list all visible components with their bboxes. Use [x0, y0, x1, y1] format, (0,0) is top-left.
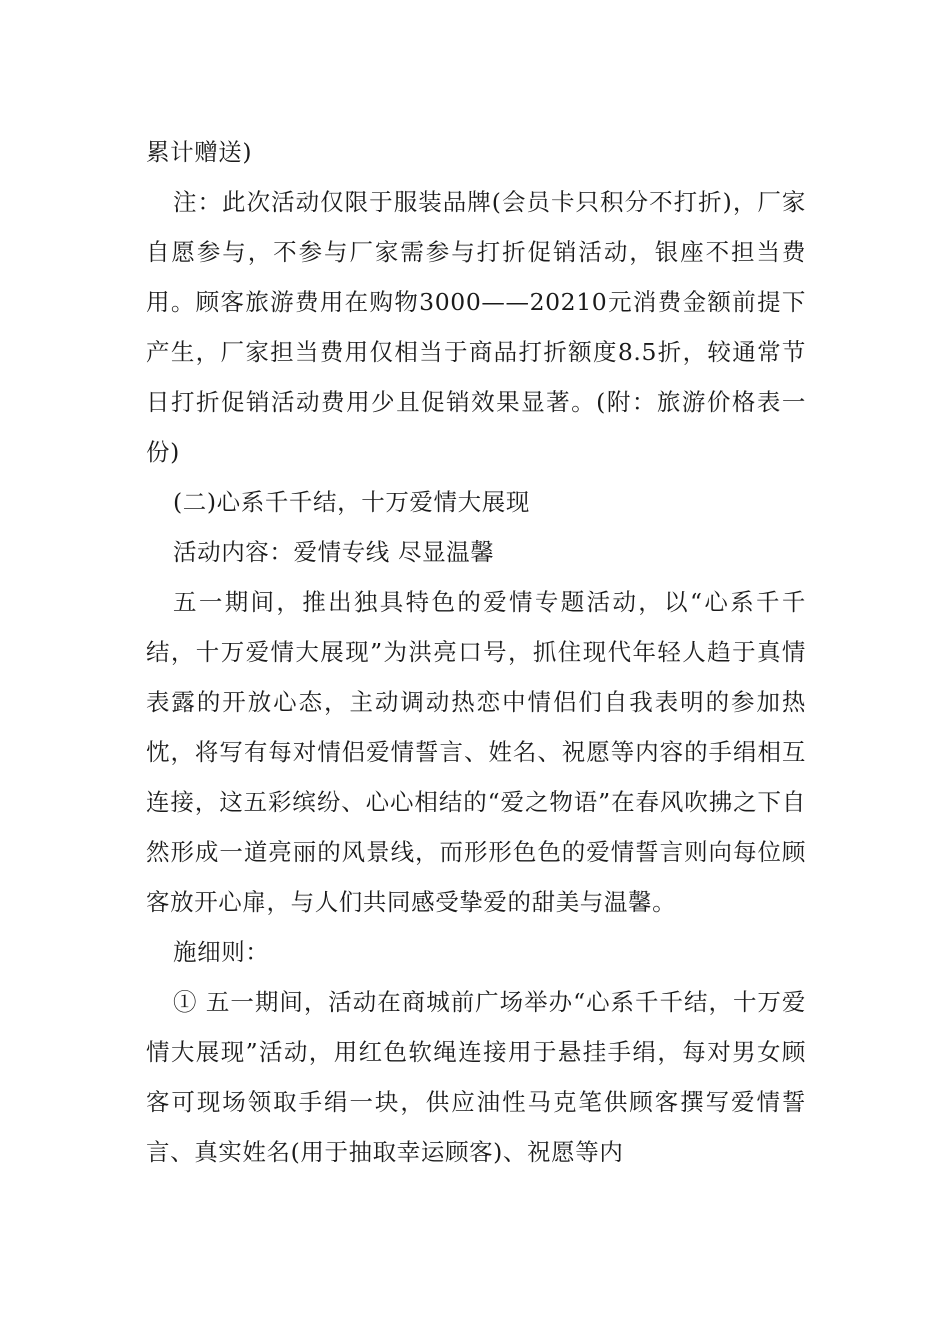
paragraph-5: 五一期间，推出独具特色的爱情专题活动，以“心系千千结，十万爱情大展现”为洪亮口号，抓住现代年轻人趋于真情表露的开放心态，主动调动热恋中情侣们自我表明的参加热忱，将写有每对情侣爱情誓言、姓名、祝愿等内容的手绢相互连接，这五彩缤纷、心心相结的“爱之物语”在春风吹拂之下自然形成一道亮丽的风景线，而形形色色的爱情誓言则向每位顾客放开心扉，与人们共同感受挚爱的甜美与温馨。 [146, 588, 806, 916]
paragraph-7: ① 五一期间，活动在商城前广场举办“心系千千结，十万爱情大展现”活动，用红色软绳连接用于悬挂手绢，每对男女顾客可现场领取手绢一块，供应油性马克笔供顾客撰写爱情誓言、真实姓名(用于抽取幸运顾客)、祝愿等内 [146, 988, 806, 1166]
document-body [146, 127, 806, 1177]
paragraph-6: 施细则： [173, 938, 270, 966]
paragraph-2: 注：此次活动仅限于服装品牌(会员卡只积分不打折)，厂家自愿参与，不参与厂家需参与打折促销活动，银座不担当费用。顾客旅游费用在购物3000——20210元消费金额前提下产生，厂家担当费用仅相当于商品打折额度8.5折，较通常节日打折促销活动费用少且促销效果显著。(附：旅游价格表一份) [146, 188, 806, 466]
paragraph-4: 活动内容：爱情专线 尽显温馨 [173, 538, 495, 566]
paragraph-1: 累计赠送) [146, 138, 253, 166]
paragraph-3: (二)心系千千结，十万爱情大展现 [173, 488, 530, 516]
